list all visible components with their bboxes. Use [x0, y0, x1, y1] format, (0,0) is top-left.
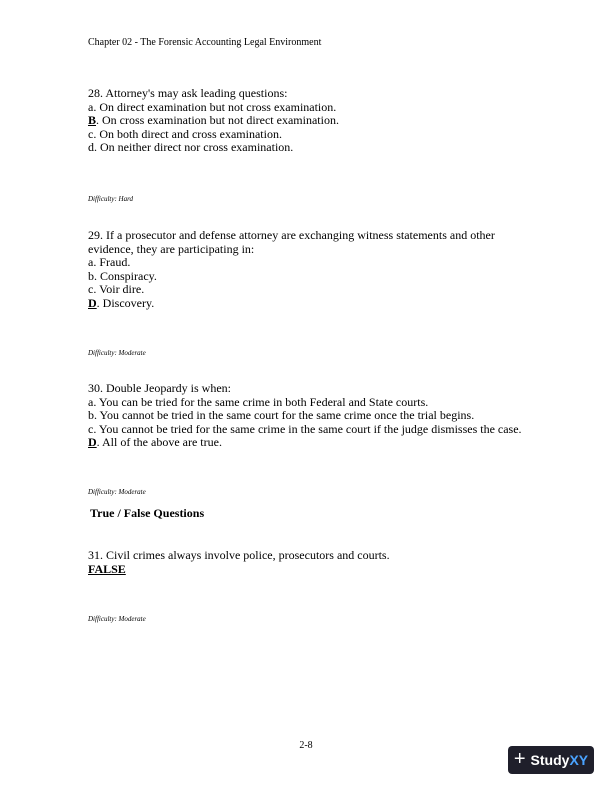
plus-icon: + [513, 748, 526, 770]
question-stem: 30. Double Jeopardy is when: [88, 381, 231, 395]
option-a: a. On direct examination but not cross examination. [88, 99, 337, 114]
option-a: a. Fraud. [88, 255, 131, 270]
difficulty-label: Difficulty: Moderate [88, 349, 146, 357]
option-b-correct: B. On cross examination but not direct examination. [88, 113, 339, 128]
page-header: Chapter 02 - The Forensic Accounting Legal Environment [88, 37, 322, 48]
difficulty-label: Difficulty: Moderate [88, 615, 146, 623]
question-stem: 31. Civil crimes always involve police, prosecutors and courts. [88, 548, 390, 562]
correct-answer-letter: D [88, 295, 97, 310]
section-title: True / False Questions [90, 506, 205, 520]
question-stem: 28. Attorney's may ask leading questions: [88, 86, 288, 100]
studyxy-badge[interactable] [508, 746, 594, 774]
option-c: c. On both direct and cross examination. [88, 126, 282, 141]
option-b: b. Conspiracy. [88, 268, 157, 283]
question-31 [88, 549, 538, 576]
option-d-correct: D. Discovery. [88, 295, 155, 310]
question-28 [88, 87, 538, 155]
option-b: b. You cannot be tried in the same court for the same crime once the trial begins. [88, 408, 475, 423]
option-d-correct: D. All of the above are true. [88, 435, 222, 450]
question-stem: 29. If a prosecutor and defense attorney are exchanging witness statements and other evidence, they are participating in: [88, 228, 495, 256]
difficulty-label: Difficulty: Moderate [88, 488, 146, 496]
correct-answer-letter: B [88, 113, 97, 128]
option-d: d. On neither direct nor cross examination. [88, 140, 294, 155]
brand-logo-text: StudyXY [530, 752, 589, 768]
true-false-answer: FALSE [88, 561, 126, 576]
question-30 [88, 382, 538, 450]
page-number: 2-8 [299, 740, 313, 751]
option-c: c. You cannot be tried for the same crime in the same court if the judge dismisses the case. [88, 421, 522, 436]
correct-answer-letter: D [88, 435, 97, 450]
question-29 [88, 229, 538, 311]
difficulty-label: Difficulty: Hard [88, 195, 134, 203]
option-c: c. Voir dire. [88, 282, 145, 297]
option-a: a. You can be tried for the same crime in both Federal and State courts. [88, 394, 429, 409]
